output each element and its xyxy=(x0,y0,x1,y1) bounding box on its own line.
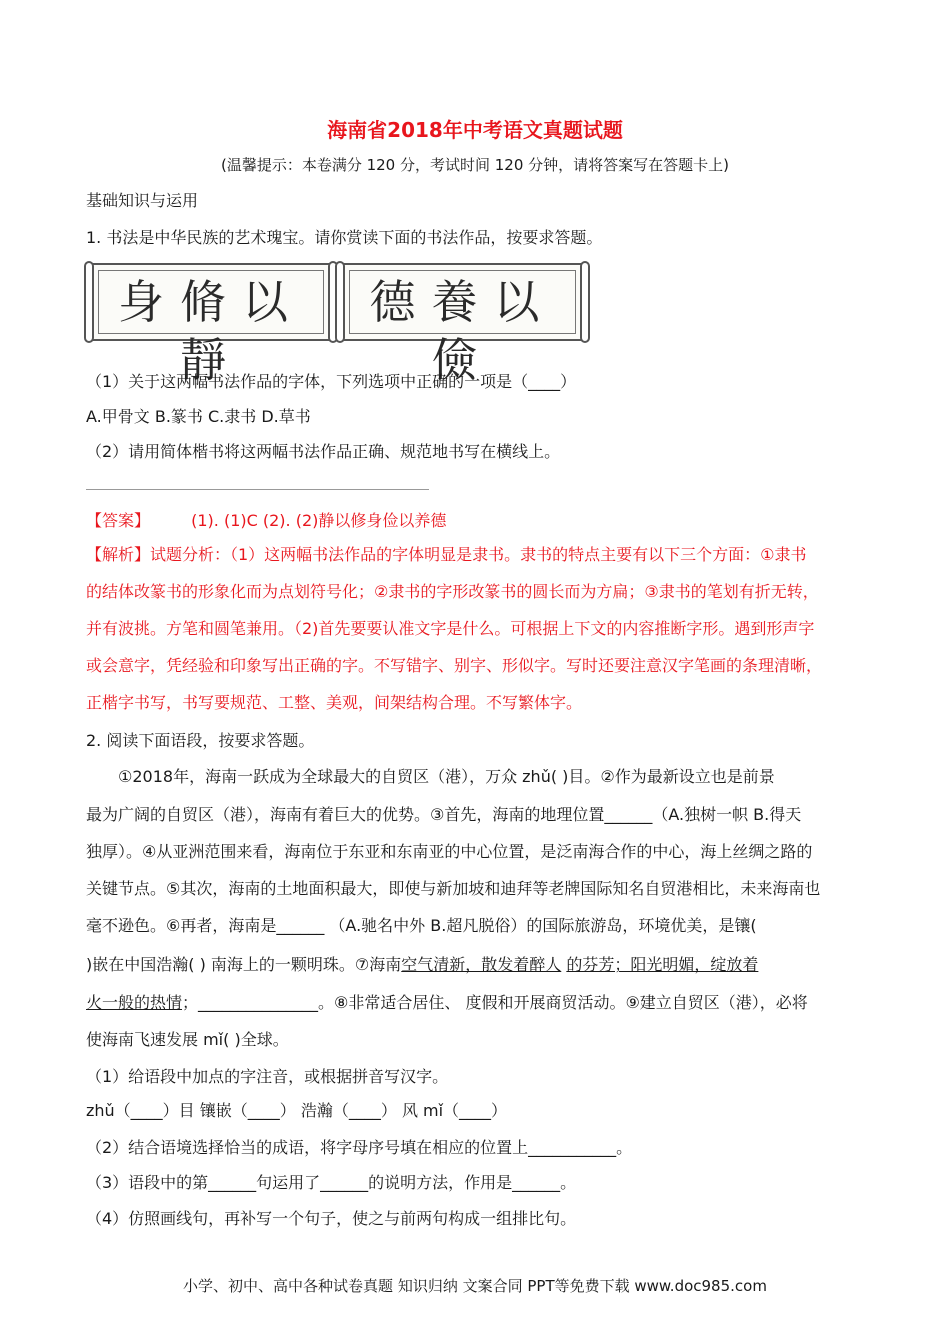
page-title: 海南省2018年中考语文真题试题 xyxy=(327,118,623,142)
analysis-line-2: 的结体改篆书的形象化而为点划符号化；②隶书的字形改篆书的圆长而为方扁；③隶书的笔划有折无转， xyxy=(86,582,819,601)
calligraphy-text-right: 德養以儉 xyxy=(369,275,556,387)
divider xyxy=(86,489,429,490)
passage-line-8: 使海南飞速发展 mǐ( )全球。 xyxy=(86,1030,289,1049)
section-heading: 基础知识与运用 xyxy=(86,191,199,210)
question-2-sub1: （1）给语段中加点的字注音，或根据拼音写汉字。 xyxy=(86,1067,449,1086)
analysis-line-3: 并有波挑。方笔和圆笔兼用。（2)首先要要认准文字是什么。可根据上下文的内容推断字形。遇到形声字 xyxy=(86,619,815,638)
answer-text: (1). (1)C (2). (2)静以修身俭以养德 xyxy=(191,511,447,530)
exam-hint: (温馨提示：本卷满分 120 分，考试时间 120 分钟，请将答案写在答题卡上) xyxy=(220,156,730,174)
passage-line-7 xyxy=(86,990,808,1013)
calligraphy-text-left: 身脩以靜 xyxy=(118,275,304,387)
question-1-options: A.甲骨文 B.篆书 C.隶书 D.草书 xyxy=(86,407,311,426)
question-1-sub1: （1）关于这两幅书法作品的字体，下列选项中正确的一项是（____） xyxy=(86,372,577,391)
passage-line-7-text: ；_______________。⑧非常适合居住、 度假和开展商贸活动。⑨建立自贸区（港），必将 xyxy=(182,993,808,1012)
question-1-sub2: （2）请用简体楷书将这两幅书法作品正确、规范地书写在横线上。 xyxy=(86,442,561,461)
question-2-sub3: （3）语段中的第______句运用了______的说明方法，作用是______。 xyxy=(86,1173,577,1192)
passage-line-4: 关键节点。⑤其次，海南的土地面积最大，即使与新加坡和迪拜等老牌国际知名自贸港相比，未来海南也 xyxy=(86,879,821,898)
answer-line xyxy=(86,508,446,531)
question-2-sub1-blanks: zhǔ（____）目 镶嵌（____） 浩瀚（____） 风 mǐ（____） xyxy=(86,1101,508,1120)
question-1-stem: 1. 书法是中华民族的艺术瑰宝。请你赏读下面的书法作品，按要求答题。 xyxy=(86,228,603,247)
passage-line-6 xyxy=(86,952,758,975)
passage-line-1: ①2018年，海南一跃成为全球最大的自贸区（港），万众 zhǔ( )目。②作为最新设立也是前景 xyxy=(118,767,775,786)
question-2-sub4: （4）仿照画线句，再补写一个句子，使之与前两句构成一组排比句。 xyxy=(86,1209,577,1228)
underlined-sentence-2: 的芬芳；阳光明媚，绽放着 xyxy=(566,955,759,974)
passage-line-3: 独厚）。④从亚洲范围来看，海南位于东亚和东南亚的中心位置，是泛南海合作的中心，海上丝绸之路的 xyxy=(86,842,813,861)
question-2-sub2: （2）结合语境选择恰当的成语，将字母序号填在相应的位置上___________。 xyxy=(86,1138,633,1157)
analysis-line-5: 正楷字书写，书写要规范、工整、美观，间架结构合理。不写繁体字。 xyxy=(86,693,583,712)
answer-label: 【答案】 xyxy=(86,511,151,530)
passage-line-2: 最为广阔的自贸区（港），海南有着巨大的优势。③首先，海南的地理位置______（A.独树一帜 B.得天 xyxy=(86,805,802,824)
calligraphy-scroll-left xyxy=(88,263,334,387)
underlined-sentence-3: 火一般的热情 xyxy=(86,993,183,1012)
underlined-sentence-1: 空气清新，散发着醉人 xyxy=(401,955,562,974)
page-footer: 小学、初中、高中各种试卷真题 知识归纳 文案合同 PPT等免费下载 www.doc985.com xyxy=(183,1277,767,1295)
analysis-line-1: 【解析】试题分析：（1）这两幅书法作品的字体明显是隶书。隶书的特点主要有以下三个方面：①隶书 xyxy=(86,545,807,564)
calligraphy-scroll-right xyxy=(339,263,586,387)
passage-line-6-text: )嵌在中国浩瀚( ) 南海上的一颗明珠。⑦海南 xyxy=(86,955,402,974)
question-2-stem: 2. 阅读下面语段，按要求答题。 xyxy=(86,731,315,750)
analysis-line-4: 或会意字，凭经验和印象写出正确的字。不写错字、别字、形似字。写时还要注意汉字笔画的条理清晰， xyxy=(86,656,823,675)
passage-line-5: 毫不逊色。⑥再者，海南是______ （A.驰名中外 B.超凡脱俗）的国际旅游岛，环境优美，是镶( xyxy=(86,916,757,935)
